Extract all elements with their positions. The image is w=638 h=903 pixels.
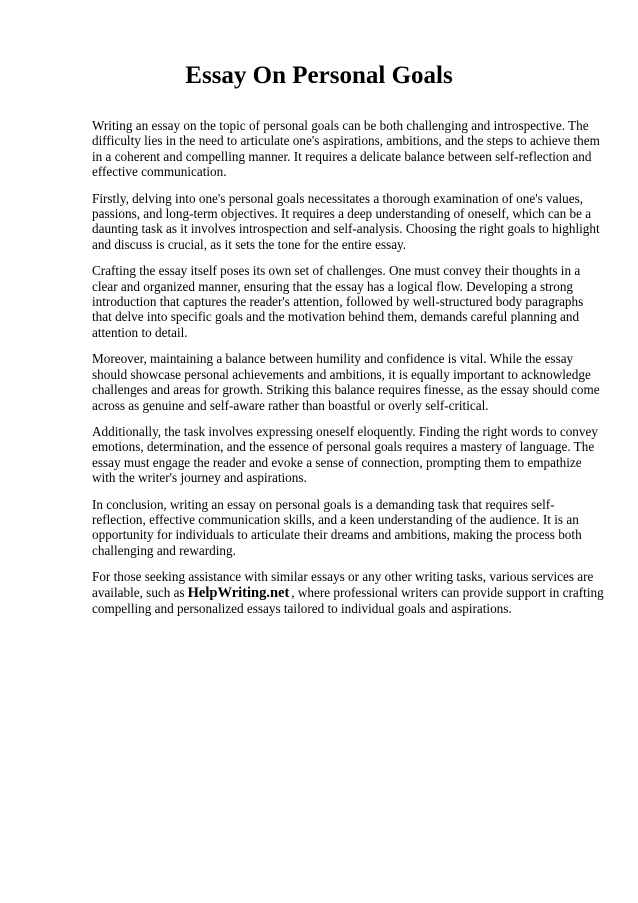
- helpwriting-link[interactable]: HelpWriting.net: [187, 584, 290, 601]
- paragraph-4: [92, 351, 600, 413]
- text-line: challenging and rewarding.: [92, 542, 236, 558]
- text-line: in a coherent and compelling manner. It requires a delicate balance between self-reflection and: [92, 148, 592, 164]
- text-line: Crafting the essay itself poses its own set of challenges. One must convey their thoughts in a: [92, 263, 581, 279]
- text-line: Additionally, the task involves expressing oneself eloquently. Finding the right words to convey: [92, 423, 598, 439]
- text-line: Firstly, delving into one's personal goals necessitates a thorough examination of one's values,: [92, 190, 584, 206]
- text-segment: , where professional writers can provide support in crafting: [291, 584, 604, 600]
- text-line: essay must engage the reader and evoke a sense of connection, prompting them to empathize: [92, 454, 582, 470]
- text-line: opportunity for individuals to articulate their dreams and ambitions, making the process both: [92, 527, 582, 543]
- text-line: clear and organized manner, ensuring that the essay has a logical flow. Developing a strong: [92, 278, 574, 294]
- text-line-with-link: [92, 584, 604, 601]
- text-line: Moreover, maintaining a balance between humility and confidence is vital. While the essay: [92, 351, 574, 367]
- text-segment: available, such as: [92, 584, 185, 600]
- text-line: Writing an essay on the topic of personal goals can be both challenging and introspective. The: [92, 118, 589, 133]
- text-line: and discuss is crucial, as it sets the tone for the entire essay.: [92, 236, 407, 252]
- paragraph-1: [92, 118, 600, 180]
- text-line: introduction that captures the reader's attention, followed by well-structured body paragraphs: [92, 294, 584, 310]
- text-line: with the writer's journey and aspirations.: [92, 470, 307, 486]
- text-line: attention to detail.: [92, 324, 188, 340]
- paragraph-closing: [92, 569, 604, 616]
- text-line: compelling and personalized essays tailored to individual goals and aspirations.: [92, 600, 512, 616]
- text-line: that delve into specific goals and the motivation behind them, demands careful planning and: [92, 309, 580, 325]
- page-title: Essay On Personal Goals: [185, 62, 453, 89]
- paragraph-2: [92, 190, 600, 253]
- text-line: should showcase personal achievements and ambitions, it is equally important to acknowledge: [92, 366, 591, 382]
- text-line: passions, and long-term objectives. It requires a deep understanding of oneself, which can be a: [92, 206, 592, 222]
- paragraph-5: [92, 423, 598, 486]
- text-line: For those seeking assistance with similar essays or any other writing tasks, various services are: [92, 569, 594, 585]
- text-line: emotions, determination, and the essence of personal goals requires a mastery of language. The: [92, 439, 595, 455]
- text-line: across as genuine and self-aware rather than boastful or overly self-critical.: [92, 397, 489, 413]
- text-line: difficulty lies in the need to articulate one's aspirations, ambitions, and the steps to achieve them: [92, 133, 600, 149]
- paragraph-3: [92, 263, 592, 340]
- text-line: challenges and areas for growth. Striking this balance requires finesse, as the essay should come: [92, 382, 600, 398]
- text-line: reflection, effective communication skills, and a keen understanding of the audience. It is an: [92, 511, 579, 527]
- text-line: effective communication.: [92, 164, 227, 180]
- text-line: daunting task as it involves introspection and self-analysis. Choosing the right goals to highlight: [92, 221, 600, 237]
- essay-body: [92, 118, 604, 627]
- text-line: In conclusion, writing an essay on personal goals is a demanding task that requires self-: [92, 496, 555, 512]
- paragraph-6: [92, 497, 592, 559]
